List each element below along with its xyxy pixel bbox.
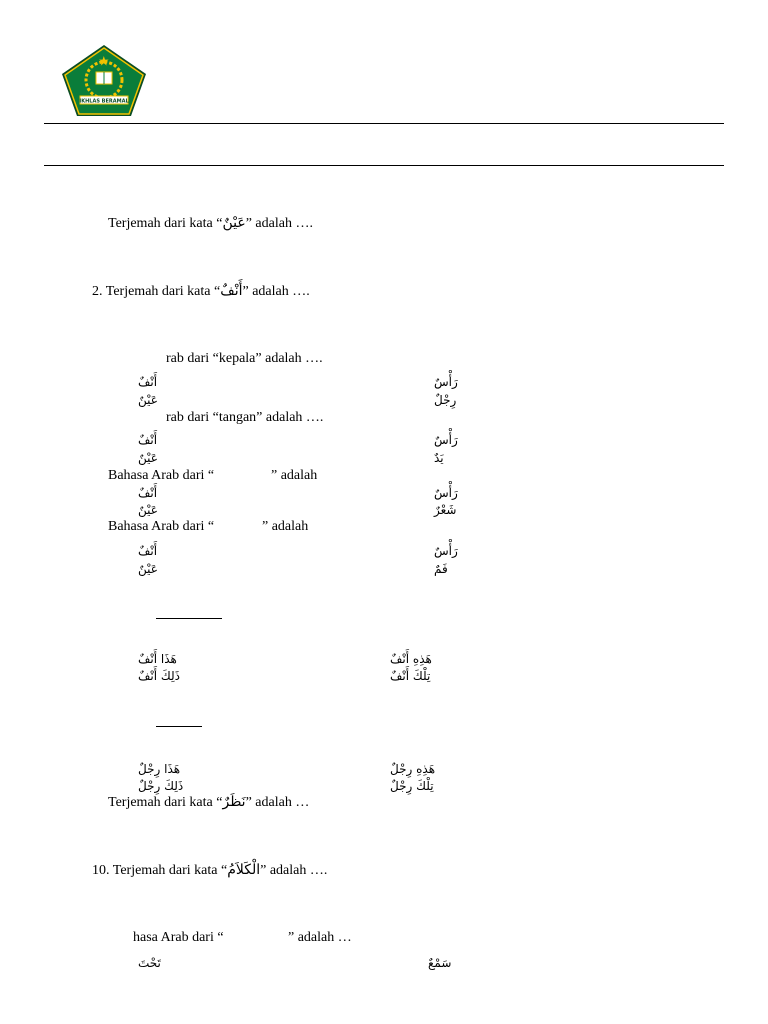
question-2: 2. Terjemah dari kata “أَنْفٌ” adalah ….: [92, 284, 310, 299]
q11-option-b: سَمْعٌ: [428, 956, 452, 970]
q11-option-a: تَحْتَ: [138, 956, 161, 970]
q4-option-b: رَأْسٌ: [434, 433, 458, 447]
question-6-suffix: ” adalah: [262, 519, 309, 534]
q3-option-a: أَنْفٌ: [138, 375, 158, 389]
question-4: rab dari “tangan” adalah ….: [166, 410, 324, 425]
q3-option-b: رَأْسٌ: [434, 375, 458, 389]
q5-option-b: رَأْسٌ: [434, 486, 458, 500]
q8-option-c: ذَلِكَ رِجْلٌ: [138, 779, 184, 793]
kemenag-logo: [60, 44, 148, 118]
q4-option-d: يَدٌ: [434, 451, 444, 465]
q7-option-a: هَذَا أَنْفٌ: [138, 652, 177, 666]
logo-banner-text: IKHLAS BERAMAL: [79, 98, 129, 105]
q6-option-d: فَمٌ: [434, 562, 448, 576]
q5-option-d: شَعْرٌ: [434, 503, 457, 517]
q3-option-d: رِجْلٌ: [434, 393, 457, 407]
q7-option-c: ذَلِكَ أَنْفٌ: [138, 669, 181, 683]
q4-option-a: أَنْفٌ: [138, 433, 158, 447]
q7-option-d: تِلْكَ أَنْفٌ: [390, 669, 431, 683]
q8-option-b: هَذِهِ رِجْلٌ: [390, 762, 436, 776]
q8-option-a: هَذَا رِجْلٌ: [138, 762, 181, 776]
q7-blank-line: [156, 618, 222, 619]
q6-option-b: رَأْسٌ: [434, 544, 458, 558]
q7-option-b: هَذِهِ أَنْفٌ: [390, 652, 432, 666]
q4-option-c: عَيْنٌ: [138, 451, 158, 465]
question-11-prefix: hasa Arab dari “: [133, 930, 224, 945]
question-1: Terjemah dari kata “عَيْنٌ” adalah ….: [108, 216, 313, 231]
question-5-suffix: ” adalah: [271, 468, 318, 483]
question-11-suffix: ” adalah …: [288, 930, 352, 945]
header-rule-top: [44, 123, 724, 124]
header-rule-bottom: [44, 165, 724, 166]
q6-option-a: أَنْفٌ: [138, 544, 158, 558]
q5-option-c: عَيْنٌ: [138, 503, 158, 517]
q3-option-c: عَيْنٌ: [138, 393, 158, 407]
q6-option-c: عَيْنٌ: [138, 562, 158, 576]
q8-blank-line: [156, 726, 202, 727]
question-6-prefix: Bahasa Arab dari “: [108, 519, 215, 534]
question-9: Terjemah dari kata “نَظَرٌ” adalah …: [108, 795, 310, 810]
question-5-prefix: Bahasa Arab dari “: [108, 468, 215, 483]
q5-option-a: أَنْفٌ: [138, 486, 158, 500]
q8-option-d: تِلْكَ رِجْلٌ: [390, 779, 434, 793]
question-10: 10. Terjemah dari kata “الْكَلاَمُ” adalah ….: [92, 863, 328, 878]
question-3: rab dari “kepala” adalah ….: [166, 351, 323, 366]
